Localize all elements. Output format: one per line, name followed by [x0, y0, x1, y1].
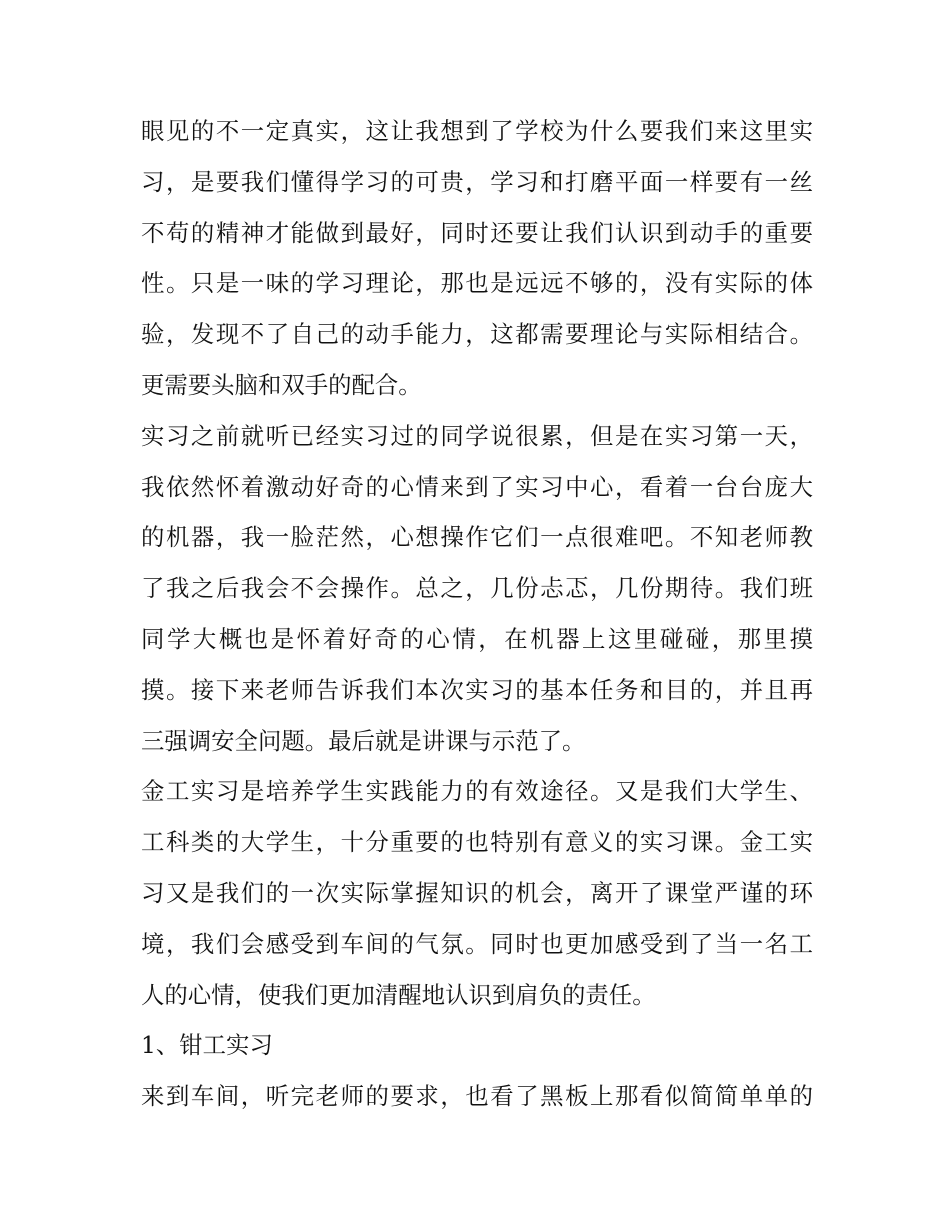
text-line: 眼见的不一定真实，这让我想到了学校为什么要我们来这里实 — [141, 117, 813, 145]
text-line: 实习之前就听已经实习过的同学说很累，但是在实习第一天， — [141, 421, 813, 450]
paragraph-1 — [141, 106, 813, 411]
text-line: 境，我们会感受到车间的气氛。同时也更加感受到了当一名工 — [141, 929, 813, 958]
paragraph-2 — [141, 411, 813, 767]
text-line: 三强调安全问题。最后就是讲课与示范了。 — [141, 726, 586, 755]
paragraph-4 — [141, 1071, 813, 1122]
text-line: 不苟的精神才能做到最好，同时还要让我们认识到动手的重要 — [141, 218, 813, 247]
text-line: 验，发现不了自己的动手能力，这都需要理论与实际相结合。 — [141, 320, 813, 349]
text-line: 1、钳工实习 — [141, 1031, 273, 1060]
text-line: 摸。接下来老师告诉我们本次实习的基本任务和目的，并且再 — [141, 675, 813, 704]
text-line: 金工实习是培养学生实践能力的有效途径。又是我们大学生、 — [141, 777, 813, 806]
text-line: 我依然怀着激动好奇的心情来到了实习中心，看着一台台庞大 — [141, 472, 813, 501]
document-body — [141, 106, 813, 1122]
section-heading — [141, 1020, 813, 1071]
text-line: 人的心情，使我们更加清醒地认识到肩负的责任。 — [141, 980, 656, 1009]
text-line: 了我之后我会不会操作。总之，几份忐忑，几份期待。我们班 — [141, 574, 813, 603]
text-line: 同学大概也是怀着好奇的心情，在机器上这里碰碰，那里摸 — [141, 624, 813, 653]
text-line: 性。只是一味的学习理论，那也是远远不够的，没有实际的体 — [141, 269, 813, 298]
text-line: 更需要头脑和双手的配合。 — [141, 370, 422, 399]
text-line: 来到车间，听完老师的要求，也看了黑板上那看似简简单单的 — [141, 1082, 813, 1111]
paragraph-3 — [141, 766, 813, 1020]
text-line: 工科类的大学生，十分重要的也特别有意义的实习课。金工实 — [141, 828, 813, 857]
text-line: 习，是要我们懂得学习的可贵，学习和打磨平面一样要有一丝 — [141, 167, 813, 196]
text-line: 的机器，我一脸茫然，心想操作它们一点很难吧。不知老师教 — [141, 523, 813, 552]
text-line: 习又是我们的一次实际掌握知识的机会，离开了课堂严谨的环 — [141, 878, 813, 907]
